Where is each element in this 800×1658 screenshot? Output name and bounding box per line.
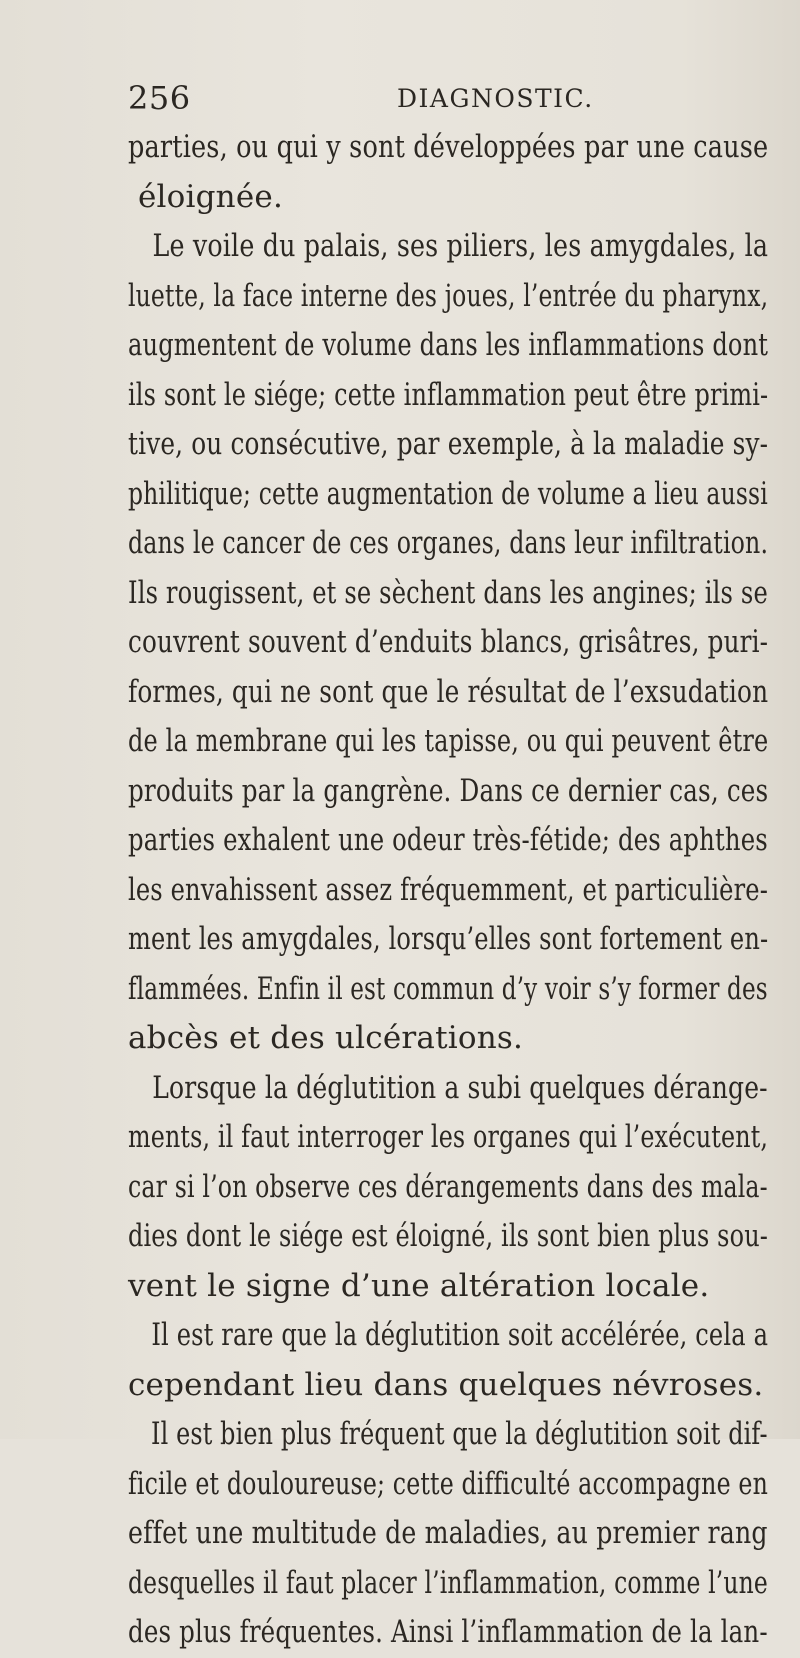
paragraph-start-line: Lorsque la déglutition a subi quelques dérange- — [152, 1069, 768, 1106]
text-line: luette, la face interne des joues, l’entrée du pharynx, — [128, 277, 769, 314]
text-line: effet une multitude de maladies, au premier rang — [128, 1515, 768, 1551]
page-header — [120, 78, 760, 118]
text-line: éloignée. — [138, 178, 283, 215]
text-line: couvrent souvent d’enduits blancs, grisâtres, puri- — [128, 624, 769, 660]
text-line: de la membrane qui les tapisse, ou qui peuvent être — [128, 723, 769, 759]
text-line: ficile et douloureuse; cette difficulté accompagne en — [128, 1465, 768, 1502]
text-line: dies dont le siége est éloigné, ils sont bien plus sou- — [128, 1218, 769, 1254]
text-line: dans le cancer de ces organes, dans leur infiltration. — [128, 525, 769, 561]
text-line: cependant lieu dans quelques névroses. — [128, 1366, 764, 1403]
page-number: 256 — [128, 79, 191, 117]
text-line: car si l’on observe ces dérangements dans des mala- — [128, 1168, 768, 1205]
text-line: ils sont le siége; cette inflammation peut être primi- — [128, 376, 769, 413]
text-line: produits par la gangrène. Dans ce dernier cas, ces — [128, 772, 769, 809]
text-line: tive, ou consécutive, par exemple, à la maladie sy- — [128, 426, 769, 462]
text-line: formes, qui ne sont que le résultat de l’exsudation — [128, 673, 769, 710]
running-head: DIAGNOSTIC. — [397, 84, 594, 113]
text-line: desquelles il faut placer l’inflammation, comme l’une — [128, 1564, 768, 1601]
paragraph-start-line: Il est bien plus fréquent que la déglutition soit dif- — [151, 1416, 768, 1452]
text-line: ment les amygdales, lorsqu’elles sont fortement en- — [128, 921, 769, 957]
text-line: vent le signe d’une altération locale. — [128, 1267, 710, 1304]
text-line: parties, ou qui y sont développées par une cause — [128, 129, 769, 165]
body-text — [128, 123, 768, 1658]
paragraph-start-line: Le voile du palais, ses piliers, les amygdales, la — [152, 228, 769, 264]
text-line: augmentent de volume dans les inflammations dont — [128, 327, 769, 363]
text-line: parties exhalent une odeur très-fétide; des aphthes — [128, 822, 768, 858]
text-line: philitique; cette augmentation de volume a lieu aussi — [128, 475, 768, 512]
text-line: des plus fréquentes. Ainsi l’inflammation de la lan- — [128, 1614, 768, 1650]
paragraph-start-line: Il est rare que la déglutition soit accélérée, cela a — [151, 1317, 769, 1353]
text-line: Ils rougissent, et se sèchent dans les angines; ils se — [128, 574, 768, 611]
text-line: ments, il faut interroger les organes qui l’exécutent, — [128, 1119, 769, 1155]
text-line: flammées. Enfin il est commun d’y voir s’y former des — [128, 970, 768, 1007]
text-line: abcès et des ulcérations. — [128, 1020, 524, 1056]
text-line: les envahissent assez fréquemment, et particulière- — [128, 871, 769, 908]
